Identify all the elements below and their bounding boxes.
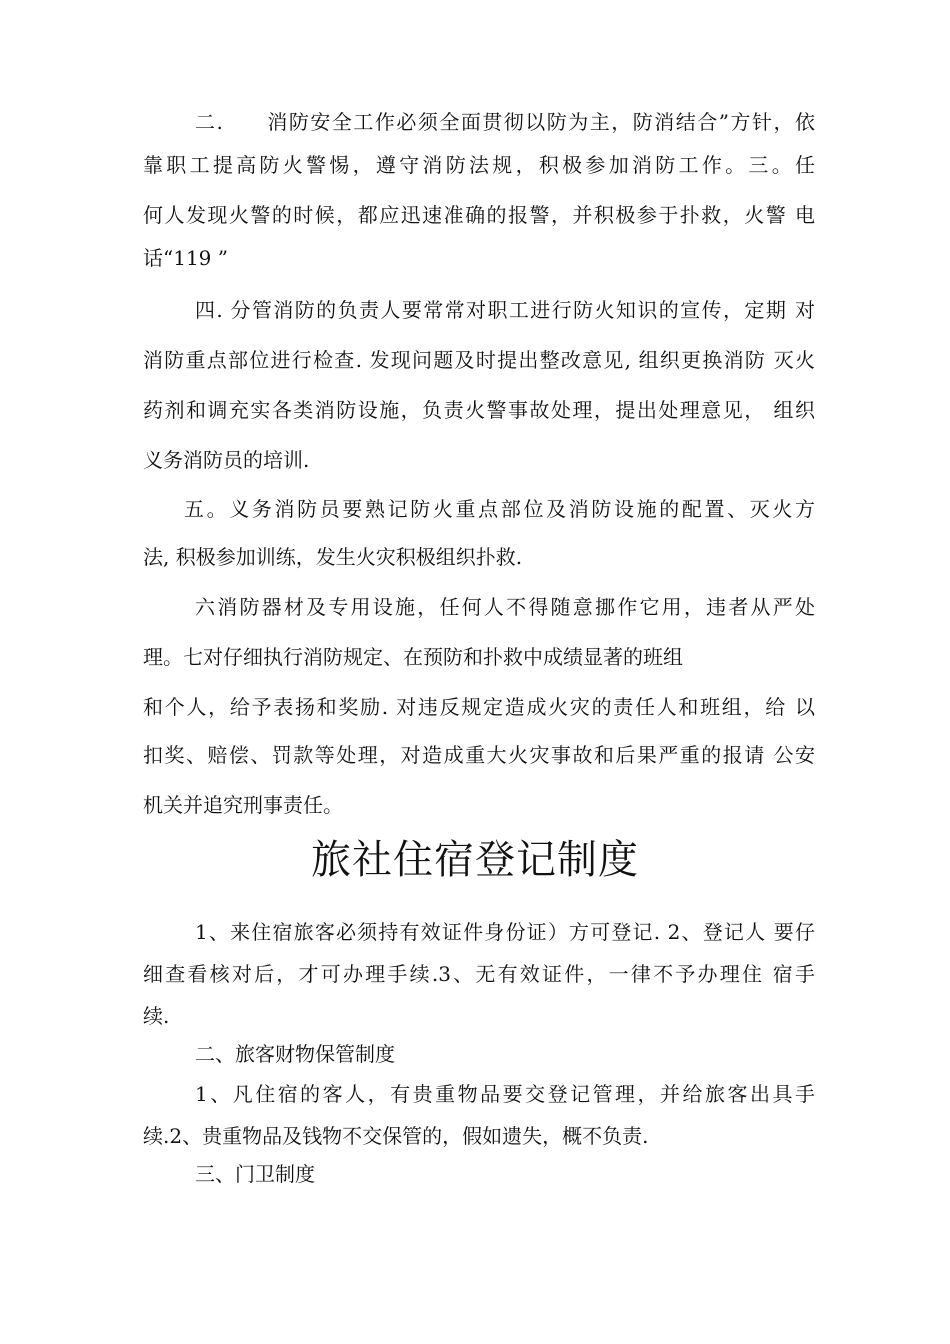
paragraph-line: 药剂和调充实各类消防设施，负责火警事故处理，提出处理意见， 组织 — [143, 398, 815, 422]
paragraph-line: 六消防器材及专用设施，任何人不得随意挪作它用，违者从严处 — [195, 595, 815, 619]
paragraph-line: 法, 积极参加训练，发生火灾积极组织扑救. — [143, 545, 523, 569]
paragraph-line: 和个人，给予表扬和奖励. 对违反规定造成火灾的责任人和班组，给 以 — [143, 695, 815, 719]
paragraph-line: 理。七对仔细执行消防规定、在预防和扑救中成绩显著的班组 — [143, 645, 683, 669]
paragraph-line: 续. — [143, 1004, 170, 1028]
paragraph-line: 五。义务消防员要熟记防火重点部位及消防设施的配置、灭火方 — [184, 497, 815, 521]
paragraph-line: 消防重点部位进行检查. 发现问题及时提出整改意见, 组织更换消防 灭火 — [143, 348, 815, 372]
paragraph-line: 靠职工提高防火警惕，遵守消防法规，积极参加消防工作。三。任 — [143, 153, 815, 177]
paragraph-line: 四. 分管消防的负责人要常常对职工进行防火知识的宣传，定期 对 — [195, 298, 815, 322]
paragraph-line: 何人发现火警的时候，都应迅速准确的报警，并积极参于扑救，火警 电 — [143, 203, 815, 227]
paragraph-line: 二. 消防安全工作必须全面贯彻以防为主，防消结合”方针，依 — [195, 110, 815, 134]
paragraph-line: 话“119 ” — [143, 246, 228, 270]
paragraph-line: 扣奖、赔偿、罚款等处理，对造成重大火灾事故和后果严重的报请 公安 — [143, 743, 815, 767]
paragraph-line: 机关并追究刑事责任。 — [143, 793, 343, 817]
section-title: 旅社住宿登记制度 — [311, 837, 639, 883]
paragraph-line: 续.2、贵重物品及钱物不交保管的，假如遗失，概不负责. — [143, 1124, 649, 1148]
subsection-heading: 二、旅客财物保管制度 — [195, 1042, 395, 1066]
subsection-heading: 三、门卫制度 — [195, 1162, 315, 1186]
paragraph-line: 细查看核对后，才可办理手续.3、无有效证件，一律不予办理住 宿手 — [143, 962, 815, 986]
paragraph-line: 1、来住宿旅客必须持有效证件身份证）方可登记. 2、登记人 要仔 — [195, 920, 815, 944]
paragraph-line: 1、凡住宿的客人，有贵重物品要交登记管理，并给旅客出具手 — [195, 1082, 815, 1106]
paragraph-line: 义务消防员的培训. — [143, 448, 310, 472]
